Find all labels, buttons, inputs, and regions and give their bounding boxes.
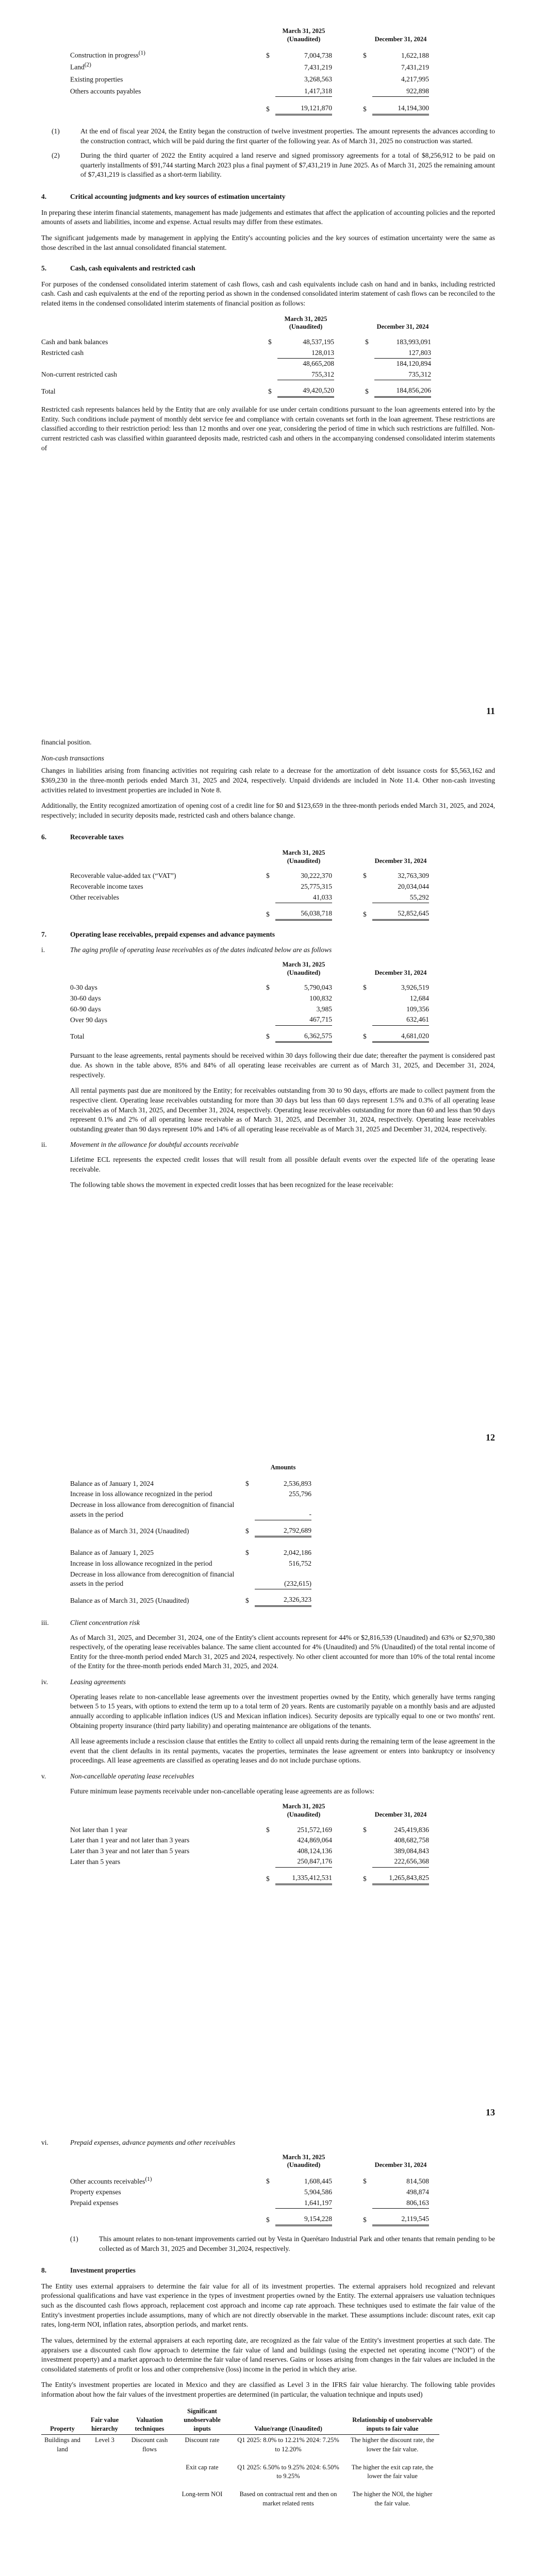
table-row: Other accounts receivables$^{(1)}$ $ 1,608,445 $ 814,508 [70, 2176, 429, 2185]
section-heading: 4. Critical accounting judgments and key sources of estimation uncertainty [41, 193, 286, 200]
table-total-row: Total $ 49,420,520 $ 184,856,206 [41, 385, 431, 397]
section-heading: 8. Investment properties [41, 2266, 136, 2275]
table-row: Existing properties 3,268,563 4,217,995 [70, 75, 429, 83]
footnote: (1) This amount relates to non-tenant improvements carried out by Vesta in Querétaro Industrial Park and other tenants that remain pending to be collected as of March 31, 2025 and December 31,2024, respectively. [70, 2234, 495, 2252]
table-row: Balance as of January 1, 2025 $ 2,042,186 [70, 1549, 311, 1557]
table-row: Long-term NOI Based on contractual rent and then on market related rents The higher the NOI, the higher the fair value. [182, 2490, 433, 2507]
footnote: (2) During the third quarter of 2022 the Entity acquired a land reserve and signed promissory agreements for a total of $8,256,912 to be paid on quarterly installments of $91,744 starting March 2023 plus a final payment of $7,431,219 in June 2025. As of March 31, 2025 the remaining amount of $7,431,219 is classified as a short-term liability. [52, 151, 495, 179]
table-row: 0-30 days $ 5,790,043 $ 3,926,519 [70, 984, 429, 992]
table-row: Not later than 1 year $ 251,572,169 $ 245,419,836 [70, 1825, 429, 1834]
subheading: Non-cash transactions [41, 754, 104, 762]
cash-table: March 31, 2025 (Unaudited) December 31, 2024 Cash and bank balances $ 48,537,195 $ 183,993,091 Restricted cash 128,013 127,803 48,665,208 184,120,894 Non-current restricted cash 755,312 735,312 Total $ 49,420,520 $ 184,856,206 [41, 315, 431, 398]
table-row: Restricted cash 128,013 127,803 [41, 348, 431, 359]
table-row: Recoverable income taxes 25,775,315 20,034,044 [70, 882, 429, 890]
table-row: Later than 3 year and not later than 5 years 408,124,136 389,084,843 [70, 1846, 429, 1855]
table-row: 30-60 days 100,832 12,684 [70, 994, 429, 1002]
table-row: Later than 5 years 250,847,176 222,656,368 [70, 1856, 429, 1867]
table-row: Decrease in loss allowance from derecognition of financial assets in the period - [70, 1500, 311, 1520]
table-row: Property expenses 5,904,586 498,874 [70, 2188, 429, 2196]
table-total-row: Balance as of March 31, 2025 (Unaudited) $ 2,326,323 [70, 1595, 311, 1606]
table-row: Increase in loss allowance recognized in the period 516,752 [70, 1559, 311, 1567]
subsection-heading: iii. Client concentration risk [41, 1618, 140, 1626]
table-row: Balance as of January 1, 2024 $ 2,536,893 [70, 1479, 311, 1487]
page-12 [41, 738, 495, 1196]
table-row: Later than 1 year and not later than 3 years 424,869,064 408,682,758 [70, 1836, 429, 1844]
paragraph: Changes in liabilities arising from financing activities not requiring cash relate to a decrease for the amortization of debt issuance costs for $5,563,162 and $369,230 in the three-month periods ended March 31, 2025 and 2024, respectively. Unpaid dividends are included in Note 11.4. Other non-cash investing activities related to investment properties are included in Note 8. [41, 767, 495, 794]
paragraph: The values, determined by the external appraisers at each reporting date, are recognized as the fair value of the Entity's investment properties at such date. The appraisers use a discounted cash flow approach to determine the fair value of land and buildings (using the expected net operating income (“NOI”) of the investment property) and a market approach to determine the fair value of land reserves. Gains or losses arising from changes in the fair values are included in the consolidated statements of profit or loss and other comprehensive (loss) income in the period in which they arise. [41, 2336, 495, 2373]
page-number: 11 [486, 706, 495, 716]
recoverable-taxes-table: March 31, 2025 (Unaudited) December 31, 2024 Recoverable value-added tax (“VAT”) $ 30,222,370 $ 32,763,309 Recoverable income taxes 25,775,315 20,034,044 Other receivables 41,033 55,292 $ 56,038,718 $ 52,852,645 [70, 849, 429, 921]
table-row: Buildings and land Level 3 Discount cash flows Discount rate Q1 2025: 8.0% to 12.21% 2024: 7.25% to 12.20% The higher the discount rate, the lower the fair value. [44, 2436, 434, 2453]
col-header-mar: March 31, 2025 [282, 27, 325, 35]
paragraph: financial position. [41, 738, 92, 746]
subsection-heading: v. Non-cancellable operating lease receivables [41, 1772, 194, 1780]
page-13 [41, 1463, 495, 1885]
table-row: 48,665,208 184,120,894 [303, 360, 431, 368]
subsection-heading: ii. Movement in the allowance for doubtful accounts receivable [41, 1141, 239, 1149]
investment-advances-section [41, 27, 495, 459]
table-total-row: $ 1,335,412,531 $ 1,265,843,825 [70, 1873, 429, 1884]
paragraph: Lifetime ECL represents the expected credit losses that will result from all possible default events over the expected life of the operating lease receivable. [70, 1156, 495, 1173]
investment-advances-table: March 31, 2025 (Unaudited) December 31, 2024 Construction in progress$^{(1)}$ $ 7,004,738 $ 1,622,188 Land$^{(2)}$ 7,431,219 7,431,219 Existing properties 3,268,563 4,217,995 Others accounts payables 1,417,318 922,898 $ 19,121,870 $ 14,194,300 [70, 27, 429, 115]
table-total-row: Total $ 6,362,575 $ 4,681,020 [70, 1031, 429, 1042]
paragraph: Pursuant to the lease agreements, rental payments should be received within 30 days following their due date; thereafter the payment is considered past due. As shown in the table above, 85% and 84% of all operating lease receivables are current as of March 31, 2025, and December 31, 2024, respectively. [70, 1052, 495, 1079]
paragraph: As of March 31, 2025, and December 31, 2024, one of the Entity's client accounts represent for 44% or $2,816,539 (Unaudited) and 63% or $2,970,380 respectively, of the operating lease receivables balance. The same client accounted for 4% (Unaudited) and 5% (Unaudited) of the total rental income of Entity for the three-month period ended March 31, 2025 and 2024, respectively. No other client accounted for more than 10% of the total rental income of the Entity for the three-month periods ended March 31, 2025, and 2024. [70, 1633, 495, 1670]
future-lease-payments-table: March 31, 2025 (Unaudited) December 31, 2024 Not later than 1 year $ 251,572,169 $ 245,419,836 Later than 1 year and not later than 3 years 424,869,064 408,682,758 Later than 3 year and not later than 5 years 408,124,136 389,084,843 Later than 5 years 250,847,176 222,656,368 $ 1,335,412,531 $ 1,265,843,825 [70, 1802, 429, 1885]
aging-table: March 31, 2025 (Unaudited) December 31, 2024 0-30 days $ 5,790,043 $ 3,926,519 30-60 days 100,832 12,684 60-90 days 3,985 109,356 Over 90 days 467,715 632,461 Total $ 6,362,575 $ 4,681,020 [70, 960, 429, 1043]
table-row: Other receivables 41,033 55,292 [70, 892, 429, 903]
subsection-heading: vi. Prepaid expenses, advance payments and other receivables [41, 2139, 236, 2146]
paragraph: All lease agreements include a rescission clause that entitles the Entity to collect all unpaid rents during the remaining term of the lease agreement in the event that the client defaults in its rental payments, vacates the properties, terminates the lease agreement or enters into bankruptcy or insolvency proceedings. All lease agreements are classified as operating leases and do not include purchase options. [70, 1737, 495, 1765]
col-header-dec: December 31, 2024 [374, 35, 427, 43]
paragraph: The following table shows the movement in expected credit losses that has been recognized for the lease receivable: [70, 1181, 394, 1189]
prepaid-expenses-table: March 31, 2025 (Unaudited) December 31, 2024 Other accounts receivables$^{(1)}$ $ 1,608,445 $ 814,508 Property expenses 5,904,586 498,874 Prepaid expenses 1,641,197 806,163 $ 9,154,228 $ 2,119,545 [70, 2153, 429, 2226]
table-total-row: $ 56,038,718 $ 52,852,645 [70, 908, 429, 920]
table-row: Exit cap rate Q1 2025: 6.50% to 9.25% 2024: 6.50% to 9.25% The higher the exit cap rate, the lower the fair value [186, 2463, 434, 2480]
table-row: Prepaid expenses 1,641,197 806,163 [70, 2198, 429, 2209]
page-14 [41, 2138, 495, 2509]
table-total-row: $ 9,154,228 $ 2,119,545 [70, 2214, 429, 2225]
subsection-heading: iv. Leasing agreements [41, 1678, 126, 1686]
paragraph: In preparing these interim financial statements, management has made judgements and estimates that affect the application of accounting policies and the reported amounts of assets and liabilities, income and expense. Actual results may differ from these estimates. [41, 208, 495, 226]
table-row: 60-90 days 3,985 109,356 [70, 1005, 429, 1013]
fair-value-inputs-table: Property Fair value hierarchy Valuation techniques Significant unobservable inputs Value/range (Unaudited) Relationship of unobservable inputs to fair value Buildings and land Level 3 Discount cash flows Discount rate Q1 2025: 8.0% to 12.21% 2024: 7.25% to 12.20% The higher the discount rate, the lower the fair value. Exit cap rate Q1 2025: 6.50% to 9.25% 2024: 6.50% to 9.25% The higher the exit cap rate, the lower the fair value Long-term NOI Based on contractual rent and then on market related rents The higher the NOI, the higher the fair value. [41, 2406, 439, 2509]
table-row: Decrease in loss allowance from derecognition of financial assets in the period (232,615) [70, 1569, 311, 1589]
subsection-heading: i. The aging profile of operating lease receivables as of the dates indicated below are as follows [41, 946, 332, 954]
section-heading: 7. Operating lease receivables, prepaid expenses and advance payments [41, 930, 275, 938]
paragraph: Future minimum lease payments receivable under non-cancellable operating lease agreements are as follows: [70, 1787, 375, 1795]
paragraph: Restricted cash represents balances held by the Entity that are only available for use under certain conditions pursuant to the loan agreements entered into by the Entity. Such conditions include payment of monthly debt service fee and compliance with certain covenants set forth in the loan agreement. These restrictions are classified according to their restriction period: less than 12 months and over one year, considering the period of time in which such restrictions are fulfilled. Non-current restricted cash was classified within guaranteed deposits made, restricted cash and others in the accompanying condensed consolidated interim statements of [41, 405, 495, 452]
paragraph: Additionally, the Entity recognized amortization of opening cost of a credit line for $0 and $123,659 in the three-month periods ended March 31, 2025, and 2024, respectively; included in security deposits made, restricted cash and others balance change. [41, 802, 495, 819]
table-row: Others accounts payables 1,417,318 922,898 [70, 85, 429, 97]
table-row: Land$^{(2)}$ 7,431,219 7,431,219 [70, 62, 429, 71]
paragraph: For purposes of the condensed consolidated interim statement of cash flows, cash and cash equivalents include cash on hand and in banks, including restricted cash. Cash and cash equivalents at the end of the reporting period as shown in the condensed consolidated interim statement of cash flows can be reconciled to the related items in the condensed consolidated interim statements of financial position as follows: [41, 280, 495, 307]
section-heading: 6. Recoverable taxes [41, 833, 124, 841]
table-row: Construction in progress$^{(1)}$ $ 7,004,738 $ 1,622,188 [70, 50, 429, 59]
paragraph: The significant judgements made by management in applying the Entity's accounting policies and the key sources of estimation uncertainty were the same as those described in the last annual consolidated financial statement. [41, 233, 495, 251]
footnote: (1) At the end of fiscal year 2024, the Entity began the construction of twelve investment properties. The amount represents the advances according to the construction contract, which will be paid during the first quarter of the following year. As of March 31, 2025 no construction was started. [52, 127, 495, 145]
page-number: 12 [486, 1432, 495, 1443]
table-total-row: Balance as of March 31, 2024 (Unaudited) $ 2,792,689 [70, 1526, 311, 1537]
table-total-row: $ 19,121,870 $ 14,194,300 [70, 103, 429, 114]
table-row: Over 90 days 467,715 632,461 [70, 1014, 429, 1025]
table-row: Cash and bank balances $ 48,537,195 $ 183,993,091 [41, 337, 431, 346]
table-row: Recoverable value-added tax (“VAT”) $ 30,222,370 $ 32,763,309 [70, 872, 429, 880]
page-number: 13 [486, 2107, 495, 2117]
paragraph: The Entity uses external appraisers to determine the fair value for all of its investment properties. The external appraisers hold recognized and relevant professional qualifications and have vast experience in the types of investment properties owned by the Entity. The external appraisers use valuation techniques such as the discounted cash flows approach, replacement cost approach and income cap rate approach. These techniques used to estimate the fair value of the Entity's investment properties include assumptions, many of which are not directly observable in the market. These assumptions include: discount rates, exit cap rates, long-term NOI, inflation rates, absorption periods, and market rents. [41, 2282, 495, 2329]
paragraph: All rental payments past due are monitored by the Entity; for receivables outstanding from 30 to 90 days, efforts are made to collect payment from the respective client. Operating lease receivables outstanding for more than 30 days but less than 60 days represent 1.5% and 0.3% of all operating lease receivables as of March 31, 2025, and December 31, 2024, respectively. Operating lease receivables outstanding for more than 60 and less than 90 days represent 0.1% and 2% of all operating lease receivable as of March 31, 2025, and December 31, 2024, respectively. Operating lease receivables outstanding greater than 90 days represent 10% and 14% of all operating lease receivable as of March 31, 2025 and December 31, 2024, respectively. [70, 1087, 495, 1133]
paragraph: The Entity's investment properties are located in Mexico and they are classified as Level 3 in the IFRS fair value hierarchy. The following table provides information about how the fair values of the investment properties are determined (in particular, the valuation technique and inputs used) [41, 2381, 495, 2398]
allowance-movement-table: Amounts Balance as of January 1, 2024 $ 2,536,893 Increase in loss allowance recognized in the period 255,796 Decrease in loss allowance from derecognition of financial assets in the period - Balance as of March 31, 2024 (Unaudited) $ 2,792,689 Balance as of January 1, 2025 $ 2,042,186 Increase in loss allowance recognized in the period 516,752 Decrease in loss allowance from derecognition of financial assets in the period (232,615) Balance as of March 31, 2025 (Unaudited) $ 2,326,323 [70, 1463, 311, 1607]
section-heading: 5. Cash, cash equivalents and restricted cash [41, 264, 195, 273]
table-row: Increase in loss allowance recognized in the period 255,796 [70, 1490, 311, 1498]
paragraph: Operating leases relate to non-cancellable lease agreements over the investment properties owned by the Entity, which generally have terms ranging between 5 to 15 years, with options to extend the term up to a total term of 20 years. Rents are customarily payable on a monthly basis and are adjusted annually according to applicable inflation indices (US and Mexican inflation indices). Security deposits are typically equal to one or two months' rent. Obtaining property insurance (third party liability) and operating maintenance are obligations of the tenants. [70, 1692, 495, 1730]
table-row: Non-current restricted cash 755,312 735,312 [41, 369, 431, 380]
